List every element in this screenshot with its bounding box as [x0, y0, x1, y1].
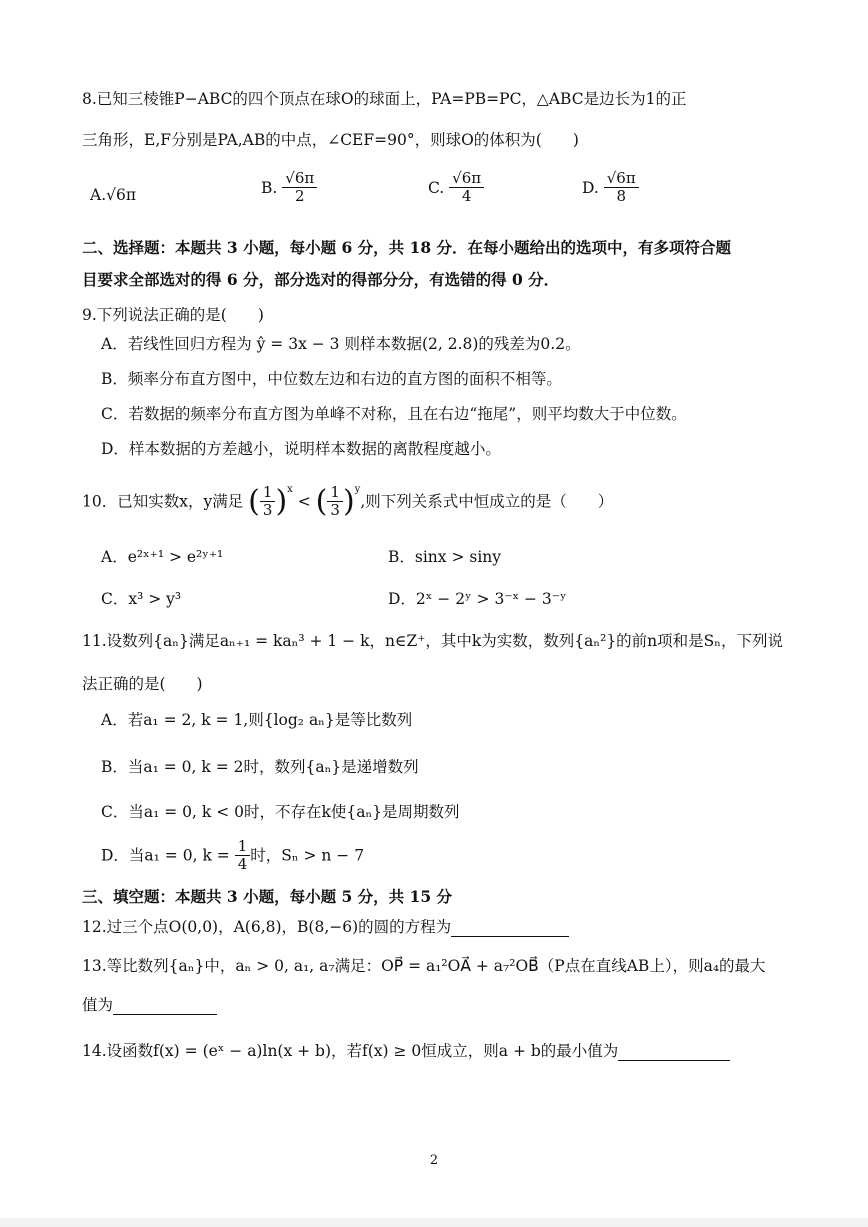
q10-option-b: B．sinx > siny: [388, 548, 502, 566]
q8-option-b-label: B.: [261, 178, 278, 197]
q11-option-d: [101, 838, 364, 874]
q8-option-b-numerator: √6π: [282, 170, 317, 188]
q10-option-d: D．2ˣ − 2ʸ > 3⁻ˣ − 3⁻ʸ: [388, 590, 567, 608]
q11-option-d-suffix: 时，Sₙ > n − 7: [250, 846, 365, 865]
q8-option-a: [90, 186, 136, 204]
q10-fraction-right-den: 3: [330, 501, 340, 520]
q8-option-d-denominator: 8: [616, 187, 626, 206]
q12-answer-blank[interactable]: [451, 919, 569, 937]
page-bottom-edge: [0, 1218, 868, 1227]
q11-line2: 法正确的是( ): [82, 675, 203, 693]
q14-text: [82, 1042, 730, 1061]
q8-line1: 8.已知三棱锥P−ABC的四个顶点在球O的球面上，PA=PB=PC，△ABC是边长为1的正: [82, 90, 687, 108]
q9-option-d: D．样本数据的方差越小，说明样本数据的离散程度越小。: [101, 440, 501, 458]
q12-stem: 12.过三个点O(0,0)，A(6,8)，B(8,−6)的圆的方程为: [82, 918, 452, 936]
q10-fraction-left-num: 1: [260, 484, 276, 502]
section2-header-line2: 目要求全部选对的得 6 分，部分选对的得部分分，有选错的得 0 分．: [82, 270, 560, 289]
q10-less-than: <: [297, 492, 311, 511]
q14-stem: 14.设函数f(x) = (eˣ − a)ln(x + b)，若f(x) ≥ 0恒成立，则a + b的最小值为: [82, 1042, 619, 1060]
q8-option-a-label: A.: [90, 186, 107, 204]
q8-option-d-numerator: √6π: [604, 170, 639, 188]
q8-line2: 三角形，E,F分别是PA,AB的中点，∠CEF=90°，则球O的体积为( ): [82, 131, 579, 149]
q9-option-a: A．若线性回归方程为 ŷ = 3x − 3 则样本数据(2, 2.8)的残差为0.2。: [101, 335, 581, 353]
q11-option-d-num: 1: [235, 838, 251, 856]
q9-option-c: C．若数据的频率分布直方图为单峰不对称，且在右边“拖尾”，则平均数大于中位数。: [101, 405, 687, 423]
q11-option-a: A．若a₁ = 2, k = 1,则{log₂ aₙ}是等比数列: [101, 711, 413, 729]
q14-answer-blank[interactable]: [618, 1043, 730, 1061]
q12-text: [82, 918, 569, 937]
q8-option-c-fraction: [449, 170, 484, 206]
q10-stem-prefix: 10．已知实数x，y满足: [82, 492, 244, 511]
q10-option-c: C．x³ > y³: [101, 590, 182, 608]
q8-option-b: [261, 170, 317, 206]
q11-line1: 11.设数列{aₙ}满足aₙ₊₁ = kaₙ³ + 1 − k，n∈Z⁺，其中k为实数，数列{aₙ²}的前n项和是Sₙ，下列说: [82, 632, 783, 650]
q10-stem-suffix: ,则下列关系式中恒成立的是（ ）: [360, 492, 614, 511]
q10-fraction-left-den: 3: [262, 501, 273, 520]
q8-option-d-fraction: [604, 170, 639, 206]
q8-option-c: [428, 170, 484, 206]
q10-fraction-right-num: 1: [327, 484, 343, 502]
q11-option-d-fraction: [235, 838, 251, 874]
q8-option-b-fraction: [282, 170, 317, 206]
page-number: 2: [429, 1153, 439, 1168]
q10-fraction-right: [327, 484, 343, 520]
q9-option-b: B．频率分布直方图中，中位数左边和右边的直方图的面积不相等。: [101, 370, 562, 388]
section3-header: 三、填空题：本题共 3 小题，每小题 5 分，共 15 分: [82, 887, 453, 906]
q11-option-b: B．当a₁ = 0, k = 2时，数列{aₙ}是递增数列: [101, 758, 419, 776]
q10-exponent-y: y: [354, 484, 361, 495]
q8-option-b-denominator: 2: [294, 187, 305, 206]
section2-header-line1: 二、选择题：本题共 3 小题，每小题 6 分，共 18 分．在每小题给出的选项中，有多项符合题: [82, 238, 732, 257]
q10-exponent-x: x: [287, 484, 293, 495]
q9-stem: 9.下列说法正确的是( ): [82, 306, 264, 324]
q8-option-d-label: D.: [582, 178, 599, 197]
q13-line1: 13.等比数列{aₙ}中，aₙ > 0, a₁, a₇满足：OP⃗ = a₁²OA⃗ + a₇²OB⃗（P点在直线AB上），则a₄的最大: [82, 957, 766, 975]
q11-option-c: C．当a₁ = 0, k < 0时，不存在k使{aₙ}是周期数列: [101, 803, 460, 821]
q11-option-d-prefix: D．当a₁ = 0, k =: [101, 846, 230, 865]
q13-answer-blank[interactable]: [113, 997, 217, 1015]
q8-option-a-value: √6π: [106, 186, 137, 204]
q13-line2-text: 值为: [82, 996, 114, 1014]
q13-line2: [82, 996, 217, 1015]
q8-option-d: [582, 170, 639, 206]
q8-option-c-denominator: 4: [461, 187, 472, 206]
q10-stem: 10．已知实数x，y满足 ( $\frac{1}{3}$ )$^x$ < ( $\frac{1}{3}$ )$^y$,则下列关系式中恒成立的是（ ）: [82, 483, 614, 520]
q10-option-a: A．e²ˣ⁺¹ > e²ʸ⁺¹: [101, 548, 224, 566]
q10-fraction-left: [260, 484, 276, 520]
q11-option-d-den: 4: [237, 855, 248, 874]
q8-option-c-label: C.: [428, 178, 445, 197]
q8-option-c-numerator: √6π: [449, 170, 484, 188]
